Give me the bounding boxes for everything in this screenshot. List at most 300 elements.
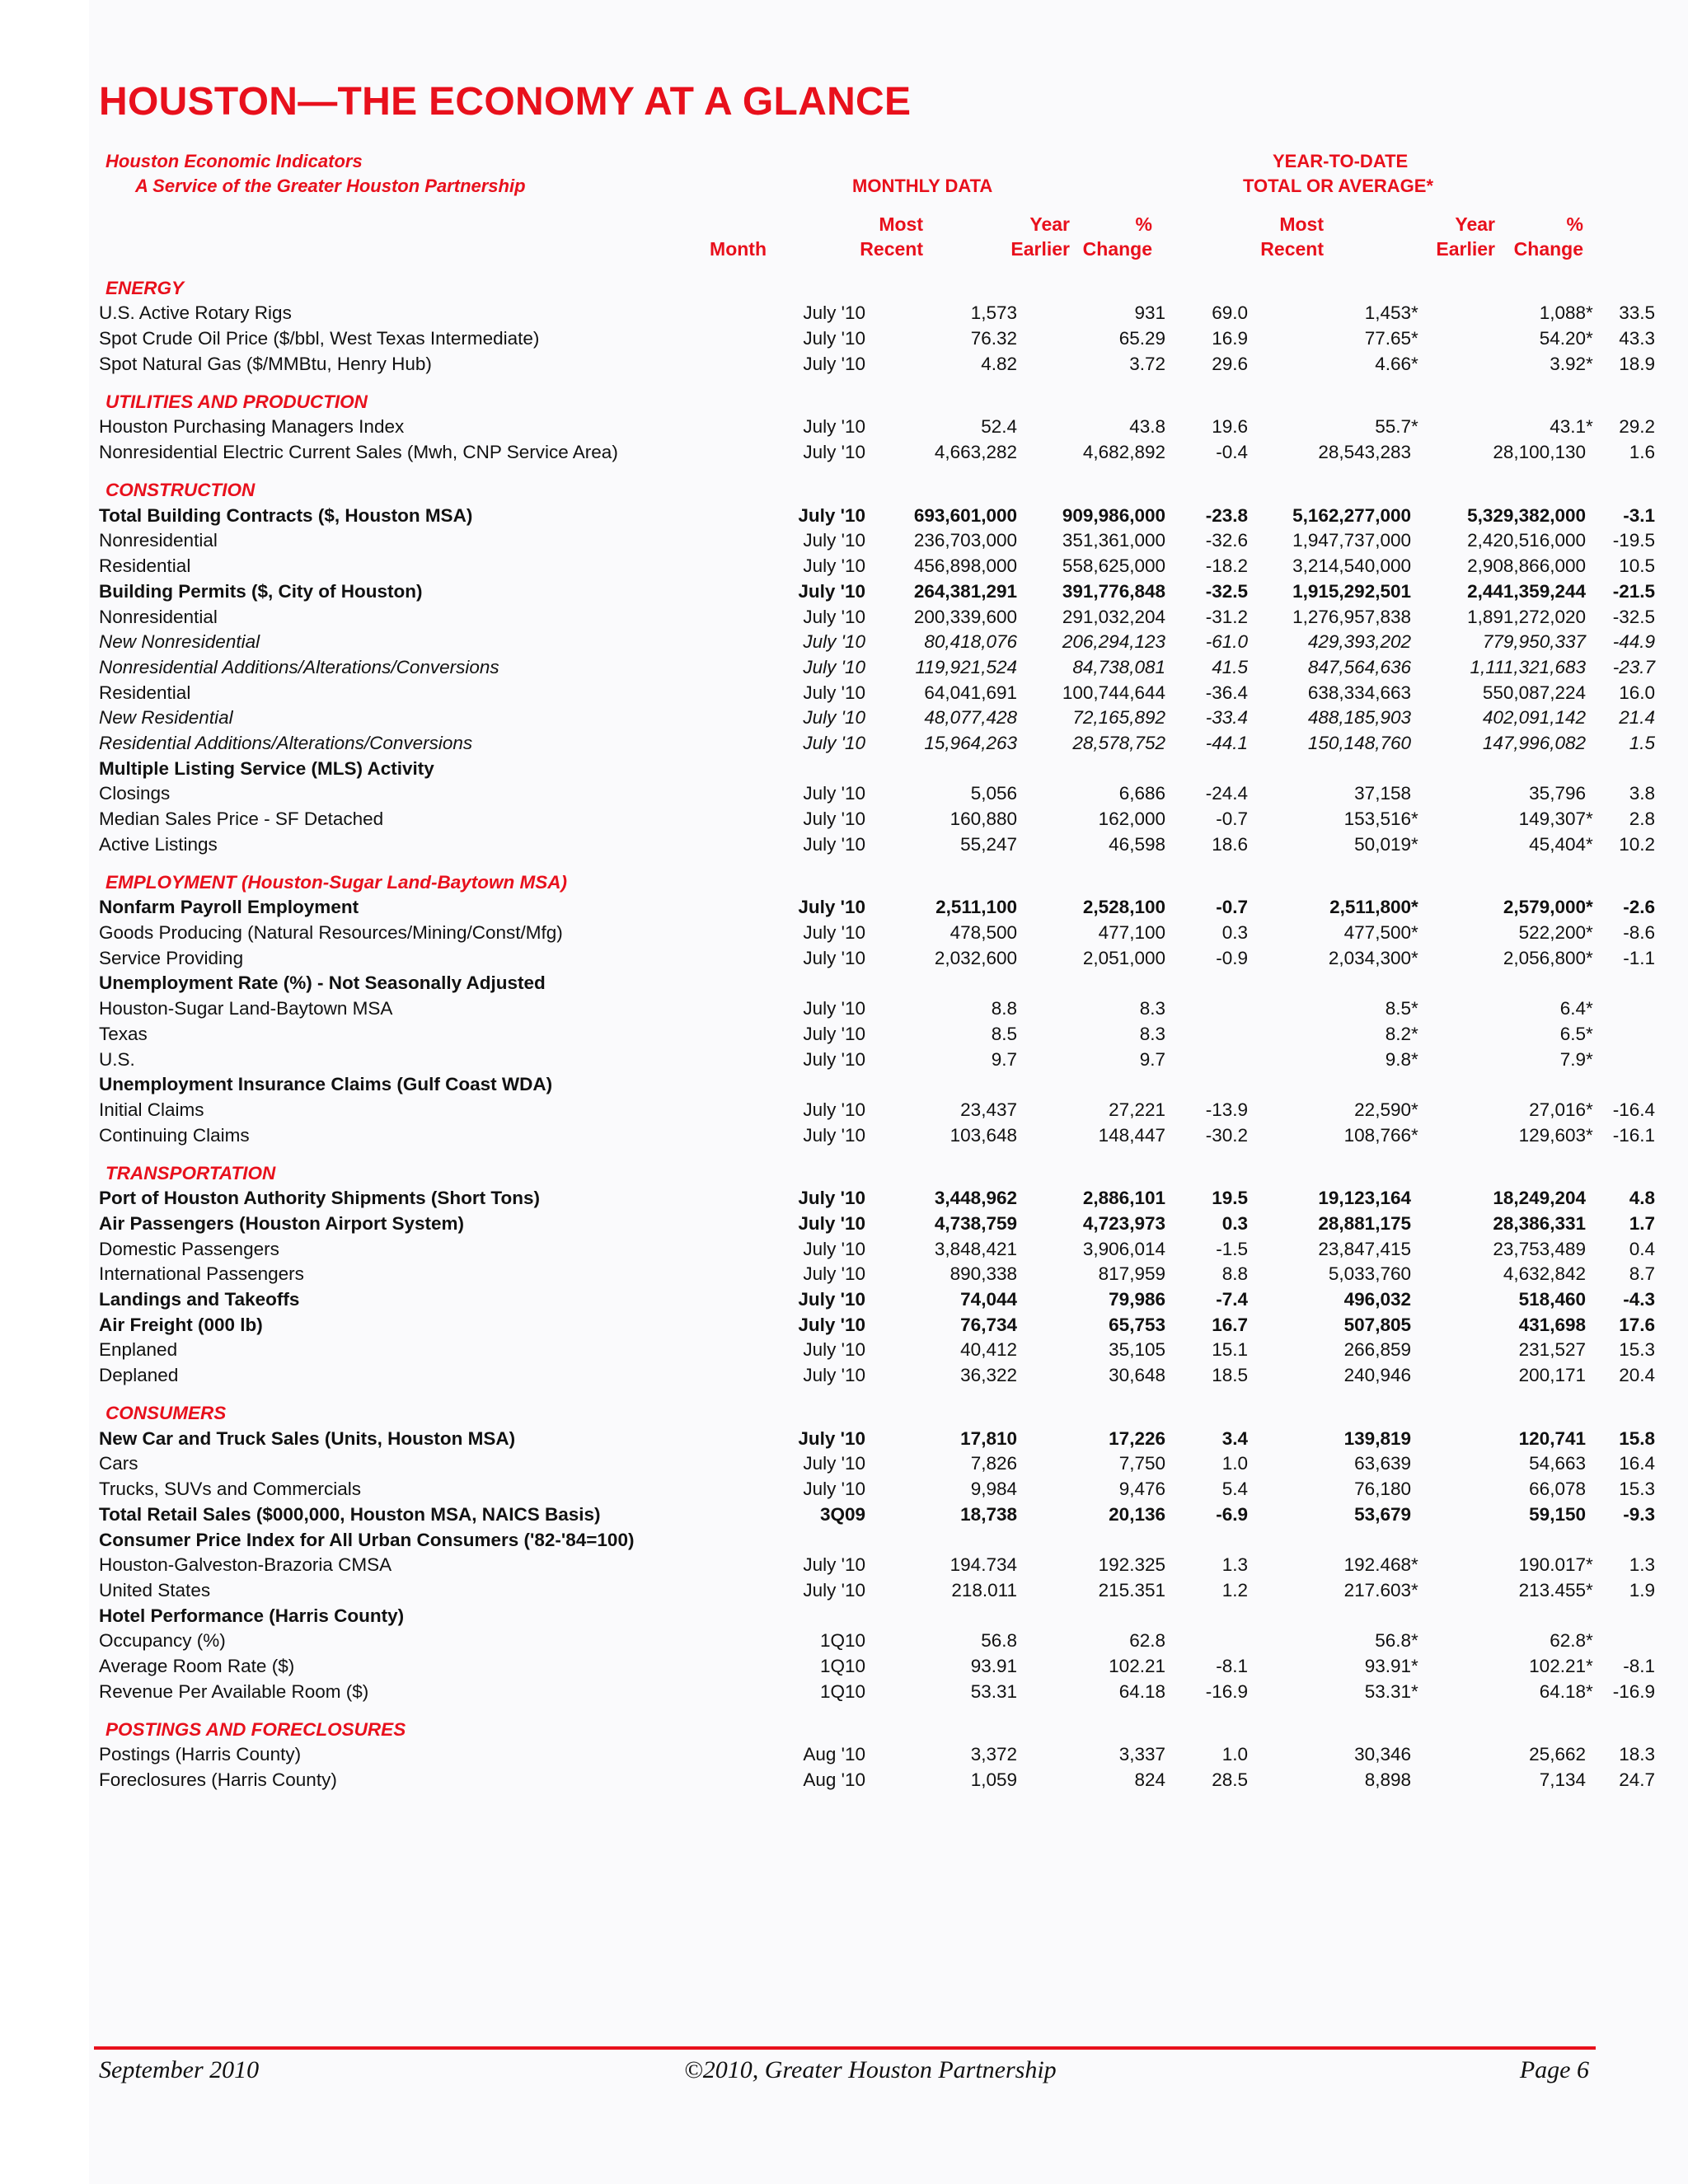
ytd-recent-flag: * bbox=[1411, 1099, 1418, 1120]
ytd-change-cell: 1.6 bbox=[1629, 442, 1656, 463]
ytd-recent-flag: * bbox=[1411, 1680, 1418, 1702]
col-most-2: Most bbox=[1279, 213, 1324, 235]
col-change-2: Change bbox=[1513, 238, 1583, 260]
ytd-recent-cell: 638,334,663 bbox=[1307, 682, 1411, 703]
ytd-earlier-cell: 120,741 bbox=[1518, 1427, 1586, 1449]
indicator-label: Domestic Passengers bbox=[99, 1238, 279, 1259]
change-cell: 16.9 bbox=[1212, 328, 1248, 349]
ytd-earlier-cell: 2,908,866,000 bbox=[1467, 555, 1586, 577]
ytd-earlier-flag: * bbox=[1586, 1099, 1593, 1120]
ytd-earlier-cell: 35,796 bbox=[1529, 783, 1586, 804]
ytd-recent-cell: 8.5 bbox=[1385, 998, 1411, 1019]
ytd-recent-cell: 1,915,292,501 bbox=[1292, 580, 1411, 602]
ytd-change-cell: 1.7 bbox=[1629, 1212, 1656, 1234]
section-heading bbox=[99, 1148, 1655, 1186]
ytd-earlier-cell: 54.20 bbox=[1539, 328, 1586, 349]
ytd-earlier-flag bbox=[1586, 1742, 1612, 1768]
earlier-cell bbox=[1017, 1527, 1165, 1553]
ytd-earlier-flag: * bbox=[1586, 1630, 1593, 1652]
ytd-recent-cell bbox=[1248, 1072, 1411, 1098]
ytd-change-cell: -44.9 bbox=[1612, 631, 1656, 653]
indicator-label: New Car and Truck Sales (Units, Houston MSA) bbox=[99, 1427, 516, 1449]
change-cell: -32.6 bbox=[1205, 530, 1248, 551]
indicator-label: Median Sales Price - SF Detached bbox=[99, 808, 384, 830]
ytd-earlier-cell: 66,078 bbox=[1529, 1479, 1586, 1500]
recent-cell: 119,921,524 bbox=[915, 656, 1017, 677]
ytd-change-cell: 16.0 bbox=[1619, 682, 1656, 703]
month-cell: Aug '10 bbox=[803, 1769, 865, 1791]
ytd-recent-cell: 150,148,760 bbox=[1307, 732, 1411, 753]
ytd-earlier-cell: 129,603 bbox=[1518, 1124, 1586, 1146]
earlier-cell: 35,105 bbox=[1109, 1339, 1165, 1361]
ytd-change-cell: 1.5 bbox=[1629, 732, 1656, 753]
table-row bbox=[99, 1122, 1655, 1148]
table-row bbox=[99, 921, 1655, 946]
ytd-recent-flag bbox=[1411, 1186, 1437, 1212]
indicator-label: Initial Claims bbox=[99, 1099, 204, 1120]
month-cell bbox=[697, 756, 865, 781]
ytd-earlier-cell: 522,200 bbox=[1518, 922, 1586, 944]
ytd-earlier-cell: 3.92 bbox=[1550, 353, 1586, 374]
indicator-label: Enplaned bbox=[99, 1339, 178, 1361]
ytd-recent-cell: 53.31 bbox=[1364, 1680, 1411, 1702]
change-cell: -0.9 bbox=[1216, 947, 1248, 968]
table-row bbox=[99, 945, 1655, 971]
ytd-recent-cell: 19,123,164 bbox=[1318, 1188, 1411, 1209]
ytd-earlier-flag: * bbox=[1586, 1579, 1593, 1601]
ytd-recent-flag: * bbox=[1411, 416, 1418, 438]
change-cell: 5.4 bbox=[1221, 1479, 1248, 1500]
indicator-label: Landings and Takeoffs bbox=[99, 1289, 300, 1310]
table-row bbox=[99, 1312, 1655, 1338]
ytd-recent-flag: * bbox=[1411, 1630, 1418, 1652]
ytd-earlier-flag: * bbox=[1586, 1554, 1593, 1576]
recent-cell: 18,738 bbox=[960, 1503, 1017, 1525]
indicator-label: New Nonresidential bbox=[99, 631, 260, 653]
indicator-label: Nonresidential Electric Current Sales (Mwh, CNP Service Area) bbox=[99, 442, 618, 463]
ytd-recent-cell bbox=[1248, 971, 1411, 996]
section-heading bbox=[99, 276, 1655, 301]
earlier-cell: 2,528,100 bbox=[1082, 897, 1165, 918]
ytd-earlier-flag: * bbox=[1586, 922, 1593, 944]
change-cell: 28.5 bbox=[1212, 1769, 1248, 1791]
recent-cell: 52.4 bbox=[981, 416, 1017, 438]
ytd-recent-flag bbox=[1411, 630, 1437, 655]
ytd-earlier-cell: 62.8 bbox=[1550, 1630, 1586, 1652]
ytd-earlier-flag: * bbox=[1586, 1655, 1593, 1676]
month-cell: July '10 bbox=[803, 1339, 865, 1361]
table-row bbox=[99, 756, 1655, 781]
indicator-label: Postings (Harris County) bbox=[99, 1744, 302, 1765]
footer-date: September 2010 bbox=[99, 2056, 260, 2083]
earlier-cell: 17,226 bbox=[1109, 1427, 1165, 1449]
ytd-earlier-flag bbox=[1586, 1363, 1612, 1389]
ytd-recent-cell: 153,516 bbox=[1343, 808, 1411, 830]
month-cell: July '10 bbox=[803, 783, 865, 804]
ytd-change-cell: -8.6 bbox=[1623, 922, 1656, 944]
indicator-label: Spot Crude Oil Price ($/bbl, West Texas Intermediate) bbox=[99, 328, 540, 349]
col-year-2: Year bbox=[1455, 213, 1495, 235]
ytd-recent-flag bbox=[1411, 1212, 1437, 1237]
earlier-cell: 9.7 bbox=[1139, 1048, 1165, 1070]
table-row bbox=[99, 807, 1655, 832]
recent-cell: 478,500 bbox=[950, 922, 1017, 944]
table-row bbox=[99, 1679, 1655, 1704]
section-title: CONSUMERS bbox=[106, 1403, 227, 1424]
indicator-label: Total Retail Sales ($000,000, Houston MSA, NAICS Basis) bbox=[99, 1503, 601, 1525]
earlier-cell: 7,750 bbox=[1118, 1453, 1165, 1474]
ytd-heading: YEAR-TO-DATE bbox=[1273, 151, 1409, 171]
change-cell: -13.9 bbox=[1205, 1099, 1248, 1120]
month-cell: July '10 bbox=[803, 416, 865, 438]
ytd-recent-flag: * bbox=[1411, 897, 1418, 918]
earlier-cell: 46,598 bbox=[1109, 833, 1165, 855]
ytd-recent-cell: 50,019 bbox=[1354, 833, 1411, 855]
change-cell: -32.5 bbox=[1205, 580, 1248, 602]
indicator-label: Hotel Performance (Harris County) bbox=[99, 1605, 405, 1626]
recent-cell: 103,648 bbox=[950, 1124, 1017, 1146]
change-cell: 29.6 bbox=[1212, 353, 1248, 374]
table-row bbox=[99, 1262, 1655, 1287]
indicator-label: Nonresidential bbox=[99, 606, 218, 627]
recent-cell: 23,437 bbox=[960, 1099, 1017, 1120]
recent-cell: 76,734 bbox=[960, 1314, 1017, 1335]
change-cell: 16.7 bbox=[1212, 1314, 1248, 1335]
section-title: POSTINGS AND FORECLOSURES bbox=[106, 1719, 406, 1740]
table-row bbox=[99, 301, 1655, 326]
ytd-change-cell: 3.8 bbox=[1629, 783, 1656, 804]
recent-cell: 15,964,263 bbox=[924, 732, 1017, 753]
ytd-recent-cell: 23,847,415 bbox=[1318, 1238, 1411, 1259]
recent-cell: 4.82 bbox=[981, 353, 1017, 374]
earlier-cell bbox=[1017, 1603, 1165, 1629]
recent-cell: 93.91 bbox=[970, 1655, 1017, 1676]
table-row bbox=[99, 1629, 1655, 1654]
earlier-cell: 2,886,101 bbox=[1082, 1188, 1165, 1209]
ytd-earlier-flag bbox=[1586, 756, 1612, 781]
recent-cell: 194.734 bbox=[950, 1554, 1017, 1576]
ytd-change-cell: -21.5 bbox=[1612, 580, 1656, 602]
table-row bbox=[99, 971, 1655, 996]
change-cell: -36.4 bbox=[1205, 682, 1248, 703]
section-title: EMPLOYMENT (Houston-Sugar Land-Baytown MSA) bbox=[106, 872, 567, 893]
recent-cell: 40,412 bbox=[960, 1339, 1017, 1361]
ytd-recent-cell: 55.7 bbox=[1375, 416, 1411, 438]
recent-cell: 4,663,282 bbox=[934, 442, 1017, 463]
table-row bbox=[99, 415, 1655, 440]
ytd-recent-cell: 847,564,636 bbox=[1307, 656, 1411, 677]
ytd-recent-cell: 22,590 bbox=[1354, 1099, 1411, 1120]
ytd-change-cell: 29.2 bbox=[1619, 416, 1656, 438]
month-cell: July '10 bbox=[798, 580, 865, 602]
ytd-recent-cell: 30,346 bbox=[1354, 1744, 1411, 1765]
ytd-change-cell: 4.8 bbox=[1629, 1188, 1656, 1209]
ytd-recent-cell: 9.8 bbox=[1385, 1048, 1411, 1070]
recent-cell: 9,984 bbox=[970, 1479, 1017, 1500]
change-cell bbox=[1165, 1022, 1248, 1047]
ytd-change-cell: 24.7 bbox=[1619, 1769, 1656, 1791]
change-cell: -18.2 bbox=[1205, 555, 1248, 577]
ytd-earlier-cell: 402,091,142 bbox=[1482, 707, 1586, 729]
col-most-1: Most bbox=[879, 213, 923, 235]
ytd-earlier-cell: 25,662 bbox=[1529, 1744, 1586, 1765]
ytd-recent-cell: 77.65 bbox=[1364, 328, 1411, 349]
ytd-recent-flag bbox=[1411, 1236, 1437, 1262]
ytd-recent-flag bbox=[1411, 579, 1437, 605]
month-cell: July '10 bbox=[803, 707, 865, 729]
ytd-earlier-cell: 1,111,321,683 bbox=[1470, 656, 1586, 677]
ytd-earlier-cell bbox=[1437, 1072, 1586, 1098]
ytd-earlier-cell: 779,950,337 bbox=[1482, 631, 1586, 653]
indicator-label: Nonresidential Additions/Alterations/Conversions bbox=[99, 656, 499, 677]
footer-copyright: ©2010, Greater Houston Partnership bbox=[684, 2056, 1057, 2083]
table-row bbox=[99, 579, 1655, 605]
table-row bbox=[99, 554, 1655, 579]
ytd-recent-cell: 496,032 bbox=[1343, 1289, 1411, 1310]
change-cell: 19.5 bbox=[1212, 1188, 1248, 1209]
ytd-recent-flag bbox=[1411, 1502, 1437, 1528]
ytd-earlier-flag: * bbox=[1586, 1048, 1593, 1070]
earlier-cell: 8.3 bbox=[1139, 1023, 1165, 1044]
ytd-earlier-flag: * bbox=[1586, 353, 1593, 374]
ytd-change-cell: 15.3 bbox=[1619, 1339, 1656, 1361]
ytd-change-cell: -32.5 bbox=[1612, 606, 1656, 627]
recent-cell: 76.32 bbox=[970, 328, 1017, 349]
ytd-change-cell: -3.1 bbox=[1623, 504, 1656, 526]
ytd-earlier-cell: 64.18 bbox=[1539, 1680, 1586, 1702]
ytd-recent-flag bbox=[1411, 781, 1437, 807]
ytd-recent-flag bbox=[1411, 1742, 1437, 1768]
ytd-recent-cell: 507,805 bbox=[1343, 1314, 1411, 1335]
ytd-earlier-cell: 231,527 bbox=[1518, 1339, 1586, 1361]
col-month: Month bbox=[710, 238, 767, 260]
ytd-earlier-flag bbox=[1586, 528, 1612, 554]
earlier-cell: 206,294,123 bbox=[1062, 631, 1165, 653]
ytd-earlier-cell bbox=[1437, 1527, 1586, 1553]
change-cell bbox=[1165, 1047, 1248, 1072]
ytd-change-cell bbox=[1612, 1022, 1655, 1047]
ytd-change-cell: -16.4 bbox=[1612, 1099, 1656, 1120]
ytd-recent-cell: 192.468 bbox=[1343, 1554, 1411, 1576]
indicator-label: Port of Houston Authority Shipments (Short Tons) bbox=[99, 1188, 540, 1209]
earlier-cell: 84,738,081 bbox=[1072, 656, 1165, 677]
earlier-cell: 65,753 bbox=[1109, 1314, 1165, 1335]
ytd-recent-cell bbox=[1248, 756, 1411, 781]
ytd-earlier-cell bbox=[1437, 971, 1586, 996]
ytd-change-cell: 15.3 bbox=[1619, 1479, 1656, 1500]
recent-cell: 160,880 bbox=[950, 808, 1017, 830]
ytd-recent-cell: 488,185,903 bbox=[1307, 707, 1411, 729]
ytd-recent-flag bbox=[1411, 503, 1437, 528]
ytd-change-cell bbox=[1612, 1527, 1655, 1553]
ytd-earlier-flag bbox=[1586, 1426, 1612, 1451]
ytd-earlier-flag bbox=[1586, 680, 1612, 705]
table-row bbox=[99, 1553, 1655, 1578]
change-cell: -0.4 bbox=[1216, 442, 1248, 463]
indicator-label: Foreclosures (Harris County) bbox=[99, 1769, 337, 1791]
indicator-label: Air Freight (000 lb) bbox=[99, 1314, 263, 1335]
ytd-recent-cell: 3,214,540,000 bbox=[1292, 555, 1411, 577]
recent-cell: 9.7 bbox=[991, 1048, 1017, 1070]
month-cell: 1Q10 bbox=[819, 1680, 865, 1702]
ytd-change-cell: -16.9 bbox=[1612, 1680, 1656, 1702]
ytd-earlier-cell bbox=[1437, 756, 1586, 781]
ytd-recent-flag: * bbox=[1411, 922, 1418, 944]
indicator-label: Residential Additions/Alterations/Conversions bbox=[99, 732, 473, 753]
ytd-recent-flag: * bbox=[1411, 947, 1418, 968]
table-row bbox=[99, 996, 1655, 1022]
recent-cell: 1,059 bbox=[970, 1769, 1017, 1791]
recent-cell: 36,322 bbox=[960, 1365, 1017, 1386]
ytd-change-cell: 21.4 bbox=[1619, 707, 1656, 729]
month-cell: July '10 bbox=[803, 947, 865, 968]
table-row bbox=[99, 1768, 1655, 1793]
ytd-earlier-cell: 28,100,130 bbox=[1493, 442, 1586, 463]
table-row bbox=[99, 1477, 1655, 1502]
ytd-recent-flag bbox=[1411, 680, 1437, 705]
table-row bbox=[99, 1603, 1655, 1629]
table-row bbox=[99, 1742, 1655, 1768]
month-cell: July '10 bbox=[803, 1238, 865, 1259]
month-cell bbox=[697, 1603, 865, 1629]
earlier-cell: 3,337 bbox=[1118, 1744, 1165, 1765]
ytd-earlier-cell: 2,056,800 bbox=[1503, 947, 1586, 968]
month-cell: July '10 bbox=[803, 1365, 865, 1386]
ytd-earlier-flag bbox=[1586, 781, 1612, 807]
change-cell: 1.0 bbox=[1221, 1453, 1248, 1474]
ytd-earlier-cell: 2,420,516,000 bbox=[1467, 530, 1586, 551]
ytd-change-cell: 33.5 bbox=[1619, 302, 1656, 324]
change-cell: 41.5 bbox=[1212, 656, 1248, 677]
ytd-change-cell bbox=[1612, 1603, 1655, 1629]
earlier-cell: 931 bbox=[1134, 302, 1165, 324]
month-cell: July '10 bbox=[798, 1314, 865, 1335]
table-row bbox=[99, 326, 1655, 352]
indicator-label: Nonresidential bbox=[99, 530, 218, 551]
recent-cell: 3,848,421 bbox=[934, 1238, 1017, 1259]
earlier-cell: 391,776,848 bbox=[1062, 580, 1165, 602]
month-cell: July '10 bbox=[803, 353, 865, 374]
ytd-earlier-cell: 6.5 bbox=[1559, 1023, 1586, 1044]
ytd-recent-cell bbox=[1248, 1603, 1411, 1629]
earlier-cell: 148,447 bbox=[1098, 1124, 1165, 1146]
ytd-recent-flag bbox=[1411, 1072, 1437, 1098]
ytd-recent-flag: * bbox=[1411, 1655, 1418, 1676]
ytd-recent-flag bbox=[1411, 1363, 1437, 1389]
indicator-label: Closings bbox=[99, 783, 171, 804]
ytd-recent-cell: 56.8 bbox=[1375, 1630, 1411, 1652]
ytd-change-cell: 18.9 bbox=[1619, 353, 1656, 374]
table-row bbox=[99, 1363, 1655, 1389]
ytd-earlier-cell: 147,996,082 bbox=[1482, 732, 1586, 753]
ytd-recent-flag: * bbox=[1411, 302, 1418, 324]
month-cell: July '10 bbox=[803, 1048, 865, 1070]
month-cell: July '10 bbox=[803, 1263, 865, 1285]
page-title: HOUSTON—THE ECONOMY AT A GLANCE bbox=[99, 80, 912, 124]
earlier-cell: 79,986 bbox=[1109, 1289, 1165, 1310]
change-cell: -6.9 bbox=[1216, 1503, 1248, 1525]
table-row bbox=[99, 1578, 1655, 1604]
ytd-recent-flag bbox=[1411, 528, 1437, 554]
change-cell: -0.7 bbox=[1216, 897, 1248, 918]
ytd-change-cell: -19.5 bbox=[1612, 530, 1656, 551]
earlier-cell: 100,744,644 bbox=[1062, 682, 1165, 703]
col-year-1: Year bbox=[1029, 213, 1070, 235]
change-cell bbox=[1165, 1629, 1248, 1654]
earlier-cell: 30,648 bbox=[1109, 1365, 1165, 1386]
ytd-earlier-flag bbox=[1586, 1287, 1612, 1313]
month-cell bbox=[697, 1527, 865, 1553]
earlier-cell: 27,221 bbox=[1109, 1099, 1165, 1120]
indicator-label: Unemployment Insurance Claims (Gulf Coast WDA) bbox=[99, 1074, 553, 1095]
indicator-label: U.S. Active Rotary Rigs bbox=[99, 302, 292, 324]
recent-cell: 56.8 bbox=[981, 1630, 1017, 1652]
earlier-cell: 62.8 bbox=[1129, 1630, 1165, 1652]
ytd-earlier-flag bbox=[1586, 1527, 1612, 1553]
ytd-change-cell: 0.4 bbox=[1629, 1238, 1656, 1259]
ytd-change-cell bbox=[1612, 1629, 1655, 1654]
month-cell: July '10 bbox=[798, 1427, 865, 1449]
recent-cell: 5,056 bbox=[970, 783, 1017, 804]
ytd-earlier-cell: 7,134 bbox=[1539, 1769, 1586, 1791]
ytd-earlier-flag: * bbox=[1586, 897, 1593, 918]
month-cell: July '10 bbox=[803, 1124, 865, 1146]
ytd-change-cell: 20.4 bbox=[1619, 1365, 1656, 1386]
earlier-cell: 64.18 bbox=[1118, 1680, 1165, 1702]
table-row bbox=[99, 1072, 1655, 1098]
earlier-cell: 817,959 bbox=[1098, 1263, 1165, 1285]
ytd-recent-flag bbox=[1411, 731, 1437, 757]
earlier-cell: 4,682,892 bbox=[1082, 442, 1165, 463]
month-cell: July '10 bbox=[803, 656, 865, 677]
change-cell: 18.5 bbox=[1212, 1365, 1248, 1386]
ytd-earlier-flag: * bbox=[1586, 833, 1593, 855]
ytd-recent-flag bbox=[1411, 1451, 1437, 1477]
table-row bbox=[99, 895, 1655, 921]
ytd-earlier-flag bbox=[1586, 1236, 1612, 1262]
section-title: ENERGY bbox=[106, 278, 185, 298]
ytd-recent-flag: * bbox=[1411, 808, 1418, 830]
indicator-label: Houston-Sugar Land-Baytown MSA bbox=[99, 998, 393, 1019]
recent-cell: 3,372 bbox=[970, 1744, 1017, 1765]
month-cell: 3Q09 bbox=[819, 1503, 865, 1525]
ytd-earlier-cell: 1,088 bbox=[1539, 302, 1586, 324]
ytd-earlier-cell: 6.4 bbox=[1559, 998, 1586, 1019]
ytd-recent-flag bbox=[1411, 554, 1437, 579]
ytd-recent-cell: 63,639 bbox=[1354, 1453, 1411, 1474]
col-change-1: Change bbox=[1082, 238, 1152, 260]
recent-cell: 55,247 bbox=[960, 833, 1017, 855]
month-cell: July '10 bbox=[803, 1023, 865, 1044]
month-cell: July '10 bbox=[803, 1453, 865, 1474]
ytd-earlier-flag: * bbox=[1586, 302, 1593, 324]
ytd-recent-cell: 266,859 bbox=[1343, 1339, 1411, 1361]
table-row bbox=[99, 503, 1655, 528]
ytd-change-cell: -4.3 bbox=[1623, 1289, 1656, 1310]
ytd-earlier-cell: 45,404 bbox=[1529, 833, 1586, 855]
indicator-label: Trucks, SUVs and Commercials bbox=[99, 1479, 361, 1500]
ytd-recent-cell: 4.66 bbox=[1375, 353, 1411, 374]
table-row bbox=[99, 1236, 1655, 1262]
ytd-earlier-cell: 27,016 bbox=[1529, 1099, 1586, 1120]
ytd-earlier-cell: 200,171 bbox=[1518, 1365, 1586, 1386]
change-cell: -31.2 bbox=[1205, 606, 1248, 627]
recent-cell: 53.31 bbox=[970, 1680, 1017, 1702]
change-cell: -30.2 bbox=[1205, 1124, 1248, 1146]
indicators-heading: Houston Economic Indicators bbox=[106, 151, 363, 171]
ytd-earlier-cell: 431,698 bbox=[1518, 1314, 1586, 1335]
col-pct-1: % bbox=[1135, 213, 1152, 235]
